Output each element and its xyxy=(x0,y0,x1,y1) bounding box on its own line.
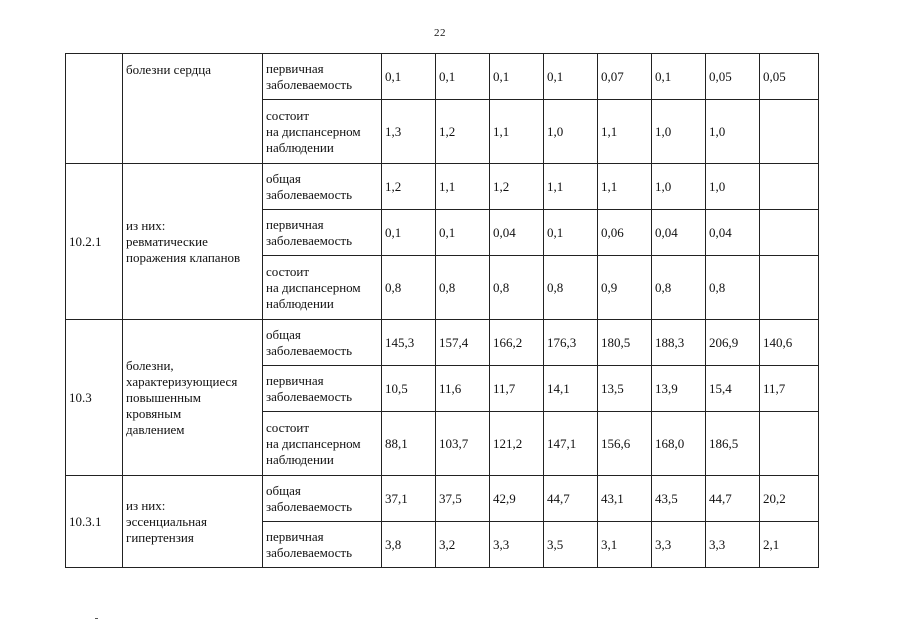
value-cell: 0,8 xyxy=(544,256,598,320)
value-cell: 43,5 xyxy=(652,476,706,522)
value-cell: 1,3 xyxy=(382,100,436,164)
value-cell: 186,5 xyxy=(706,412,760,476)
disease-name-line: давлением xyxy=(126,421,185,437)
value-cell: 88,1 xyxy=(382,412,436,476)
disease-name-line: повышенным xyxy=(126,389,201,405)
metric-label-line: состоит xyxy=(266,263,310,279)
disease-name xyxy=(123,54,263,164)
metric-label-line: заболеваемость xyxy=(266,76,353,92)
value-cell: 42,9 xyxy=(490,476,544,522)
value-cell: 166,2 xyxy=(490,320,544,366)
value-cell: 188,3 xyxy=(652,320,706,366)
value-cell: 147,1 xyxy=(544,412,598,476)
metric-label-line: заболеваемость xyxy=(266,498,353,514)
value-cell: 0,9 xyxy=(598,256,652,320)
value-cell: 3,8 xyxy=(382,522,436,568)
value-cell: 37,1 xyxy=(382,476,436,522)
value-cell: 44,7 xyxy=(544,476,598,522)
value-cell: 1,1 xyxy=(436,164,490,210)
metric-label-line: заболеваемость xyxy=(266,342,353,358)
metric-label-line: наблюдении xyxy=(266,451,334,467)
value-cell: 0,1 xyxy=(382,54,436,100)
stray-mark xyxy=(95,618,98,619)
value-cell: 0,8 xyxy=(382,256,436,320)
metric-label-line: первичная xyxy=(266,216,324,232)
value-cell: 1,0 xyxy=(706,164,760,210)
value-cell: 206,9 xyxy=(706,320,760,366)
metric-label xyxy=(263,164,382,210)
value-cell: 1,1 xyxy=(544,164,598,210)
value-cell: 37,5 xyxy=(436,476,490,522)
value-cell: 0,1 xyxy=(544,54,598,100)
row-code: 10.3 xyxy=(66,320,123,476)
value-cell: 11,6 xyxy=(436,366,490,412)
metric-label xyxy=(263,476,382,522)
metric-label-line: на диспансерном xyxy=(266,435,361,451)
value-cell: 0,05 xyxy=(706,54,760,100)
value-cell: 0,8 xyxy=(490,256,544,320)
value-cell: 0,1 xyxy=(436,54,490,100)
value-cell: 1,2 xyxy=(436,100,490,164)
metric-label-line: заболеваемость xyxy=(266,388,353,404)
value-cell: 3,3 xyxy=(490,522,544,568)
value-cell: 1,1 xyxy=(598,100,652,164)
value-cell: 15,4 xyxy=(706,366,760,412)
metric-label xyxy=(263,100,382,164)
value-cell: 0,06 xyxy=(598,210,652,256)
value-cell: 1,0 xyxy=(544,100,598,164)
value-cell: 1,0 xyxy=(706,100,760,164)
value-cell: 0,8 xyxy=(706,256,760,320)
value-cell: 13,5 xyxy=(598,366,652,412)
metric-label-line: состоит xyxy=(266,107,310,123)
value-cell: 13,9 xyxy=(652,366,706,412)
value-cell: 103,7 xyxy=(436,412,490,476)
value-cell: 1,0 xyxy=(652,100,706,164)
value-cell: 0,1 xyxy=(652,54,706,100)
value-cell: 20,2 xyxy=(760,476,819,522)
value-cell: 176,3 xyxy=(544,320,598,366)
value-cell: 0,04 xyxy=(652,210,706,256)
row-code: 10.2.1 xyxy=(66,164,123,320)
metric-label-line: наблюдении xyxy=(266,139,334,155)
value-cell: 3,3 xyxy=(706,522,760,568)
value-cell: 140,6 xyxy=(760,320,819,366)
disease-name xyxy=(123,476,263,568)
value-cell: 0,04 xyxy=(706,210,760,256)
value-cell: 0,1 xyxy=(436,210,490,256)
value-cell: 0,1 xyxy=(490,54,544,100)
value-cell: 14,1 xyxy=(544,366,598,412)
metric-label-line: общая xyxy=(266,482,301,498)
value-cell: 1,0 xyxy=(652,164,706,210)
value-cell xyxy=(760,100,819,164)
row-code: 10.3.1 xyxy=(66,476,123,568)
disease-name-line: поражения клапанов xyxy=(126,249,241,265)
disease-name-line: эссенциальная xyxy=(126,513,207,529)
value-cell xyxy=(760,164,819,210)
value-cell: 11,7 xyxy=(760,366,819,412)
value-cell: 0,05 xyxy=(760,54,819,100)
disease-name-line: характеризующиеся xyxy=(126,373,238,389)
metric-label-line: общая xyxy=(266,326,301,342)
value-cell: 180,5 xyxy=(598,320,652,366)
disease-name xyxy=(123,164,263,320)
value-cell: 0,07 xyxy=(598,54,652,100)
value-cell: 3,1 xyxy=(598,522,652,568)
value-cell: 145,3 xyxy=(382,320,436,366)
metric-label-line: общая xyxy=(266,170,301,186)
value-cell: 156,6 xyxy=(598,412,652,476)
table-body xyxy=(66,54,819,568)
metric-label xyxy=(263,210,382,256)
disease-name-line: кровяным xyxy=(126,405,182,421)
metric-label-line: первичная xyxy=(266,60,324,76)
disease-name-line: болезни сердца xyxy=(126,62,212,77)
value-cell: 121,2 xyxy=(490,412,544,476)
value-cell: 0,8 xyxy=(652,256,706,320)
metric-label-line: состоит xyxy=(266,419,310,435)
value-cell: 168,0 xyxy=(652,412,706,476)
value-cell: 2,1 xyxy=(760,522,819,568)
value-cell: 3,3 xyxy=(652,522,706,568)
metric-label xyxy=(263,412,382,476)
value-cell: 0,04 xyxy=(490,210,544,256)
value-cell: 157,4 xyxy=(436,320,490,366)
metric-label xyxy=(263,522,382,568)
metric-label-line: на диспансерном xyxy=(266,279,361,295)
table-row xyxy=(66,164,819,210)
value-cell xyxy=(760,256,819,320)
value-cell: 3,5 xyxy=(544,522,598,568)
value-cell: 1,2 xyxy=(382,164,436,210)
metric-label xyxy=(263,54,382,100)
value-cell: 10,5 xyxy=(382,366,436,412)
metric-label xyxy=(263,320,382,366)
disease-name-line: ревматические xyxy=(126,233,208,249)
row-code xyxy=(66,54,123,164)
table-row xyxy=(66,476,819,522)
value-cell xyxy=(760,412,819,476)
value-cell: 1,2 xyxy=(490,164,544,210)
table-row xyxy=(66,320,819,366)
metric-label-line: первичная xyxy=(266,528,324,544)
disease-name-line: из них: xyxy=(126,497,166,513)
disease-name-line: гипертензия xyxy=(126,529,194,545)
value-cell: 0,1 xyxy=(544,210,598,256)
value-cell: 43,1 xyxy=(598,476,652,522)
value-cell xyxy=(760,210,819,256)
page-number: 22 xyxy=(434,27,446,39)
metric-label-line: на диспансерном xyxy=(266,123,361,139)
metric-label-line: первичная xyxy=(266,372,324,388)
value-cell: 1,1 xyxy=(490,100,544,164)
morbidity-table xyxy=(65,53,819,568)
value-cell: 11,7 xyxy=(490,366,544,412)
metric-label xyxy=(263,256,382,320)
disease-name xyxy=(123,320,263,476)
metric-label-line: заболеваемость xyxy=(266,544,353,560)
metric-label-line: заболеваемость xyxy=(266,186,353,202)
value-cell: 44,7 xyxy=(706,476,760,522)
value-cell: 0,8 xyxy=(436,256,490,320)
disease-name-line: из них: xyxy=(126,217,166,233)
value-cell: 3,2 xyxy=(436,522,490,568)
value-cell: 0,1 xyxy=(382,210,436,256)
metric-label-line: наблюдении xyxy=(266,295,334,311)
value-cell: 1,1 xyxy=(598,164,652,210)
disease-name-line: болезни, xyxy=(126,357,174,373)
table-row xyxy=(66,54,819,100)
metric-label-line: заболеваемость xyxy=(266,232,353,248)
metric-label xyxy=(263,366,382,412)
